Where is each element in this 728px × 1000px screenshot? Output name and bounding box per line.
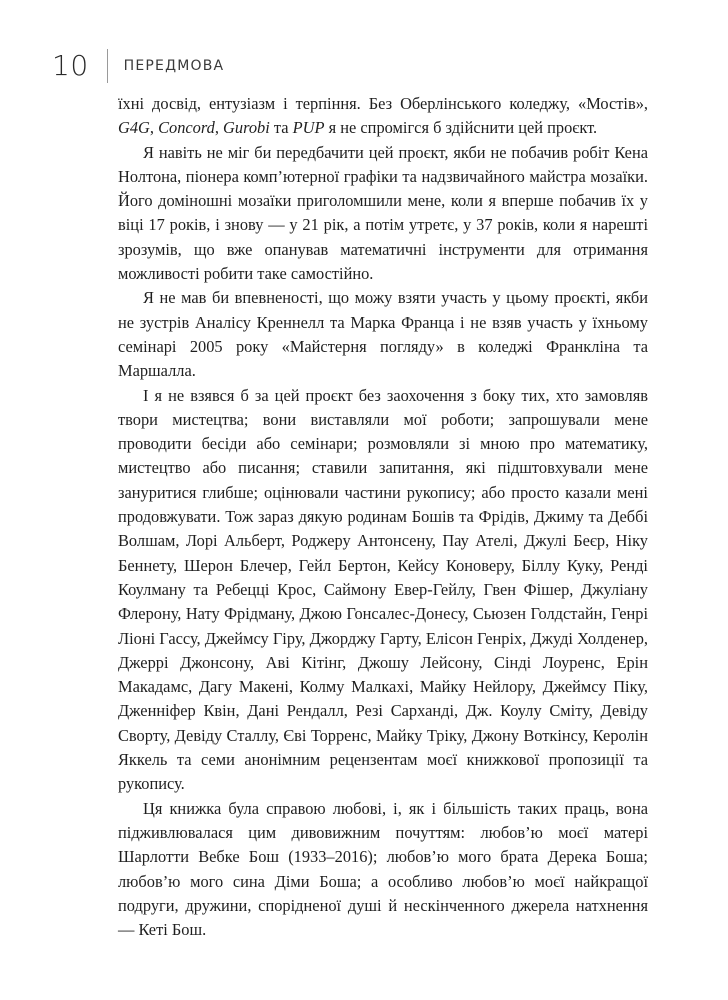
- paragraph-1-text-c: ,: [214, 118, 224, 138]
- paragraph-1-text-d: та: [269, 118, 293, 138]
- paragraph-1-text-b: ,: [149, 118, 159, 138]
- body-text: [118, 92, 648, 942]
- paragraph-4: І я не взявся б за цей проєкт без заохочення з боку тих, хто замовляв твори мистецтва; вони виставляли мої роботи; запрошували мене проводити бесіди або семінари; розмовляли зі мною про математику, мистецтво або писання; ставили запитання, які підштовхували мене зануритися глибше; оцінювали частини рукопису; або просто казали мені продовжувати. Тож зараз дякую родинам Бошів та Фрідів, Джиму та Деббі Волшам, Лорі Альберт, Роджеру Антонсену, Пау Ателі, Джулі Беєр, Ніку Беннету, Шерон Блечер, Гейл Бертон, Кейсу Коноверу, Біллу Куку, Ренді Коулману та Ребецці Крос, Саймону Евер-Гейлу, Гвен Фішер, Джуліану Флерону, Нату Фрідману, Джою Гонсалес-Донесу, Сьюзен Голдстайн, Генрі Ліоні Гассу, Джеймсу Гіру, Джорджу Гарту, Елісон Генріх, Джуді Холденер, Джеррі Джонсону, Аві Кітінг, Джошу Лейсону, Сінді Лоуренс, Ерін Макадамс, Дагу Макені, Колму Малкахі, Майку Нейлору, Джеймсу Піку, Дженніфер Квін, Дані Рендалл, Резі Сарханді, Дж. Коулу Сміту, Девіду Сворту, Девіду Сталлу, Єві Торренс, Майку Тріку, Джону Воткінсу, Керолін Яккель та семи анонімним рецензентам моєї книжкової пропозиції та рукопису.: [118, 385, 648, 794]
- paragraph-5: Ця книжка була справою любові, і, як і більшість таких праць, вона підживлювалася цим дивовижним почуттям: любов’ю моєї матері Шарлотти Вебке Бош (1933–2016); любов’ю мого брата Дерека Боша; любов’ю мого сина Діми Боша; а особливо любов’ю моєї найкращої подруги, дружини, спорідненої душі й нескінченного джерела натхнення — Кеті Бош.: [118, 798, 648, 940]
- paragraph-1-italic-pup: PUP: [292, 118, 325, 138]
- paragraph-3: Я не мав би впевненості, що можу взяти участь у цьому проєкті, якби не зустрів Аналісу Креннелл та Марка Франца і не взяв участь у їхньому семінарі 2005 року «Майстерня погляду» в коледжі Франкліна та Маршалла.: [118, 288, 648, 381]
- page-number: 10: [52, 49, 89, 82]
- page-header: [52, 44, 224, 88]
- running-title: ПЕРЕДМОВА: [123, 58, 225, 74]
- paragraph-2: Я навіть не міг би передбачити цей проєкт, якби не побачив робіт Кена Нолтона, піонера комп’ютерної графіки та надзвичайного майстра мозаїки. Його доміношні мозаїки приголомшили мене, коли я вперше побачив їх у віці 17 років, і знову — у 21 рік, а потім утретє, у 37 років, коли я нарешті зрозумів, що вже опанував математичні інструменти для отримання можливості робити таке самостійно.: [118, 142, 648, 284]
- paragraph-1-text-e: я не спромігся б здійснити цей проєкт.: [324, 118, 598, 138]
- paragraph-1-italic-gurobi: Gurobi: [223, 118, 270, 138]
- paragraph-1-italic-g4g: G4G: [118, 118, 150, 138]
- paragraph-1: [118, 92, 648, 141]
- paragraph-1-text-a: їхні досвід, ентузіазм і терпіння. Без Оберлінського коледжу, «Мостів»,: [118, 94, 648, 113]
- header-divider: [107, 49, 108, 83]
- paragraph-1-italic-concord: Concord: [158, 118, 215, 138]
